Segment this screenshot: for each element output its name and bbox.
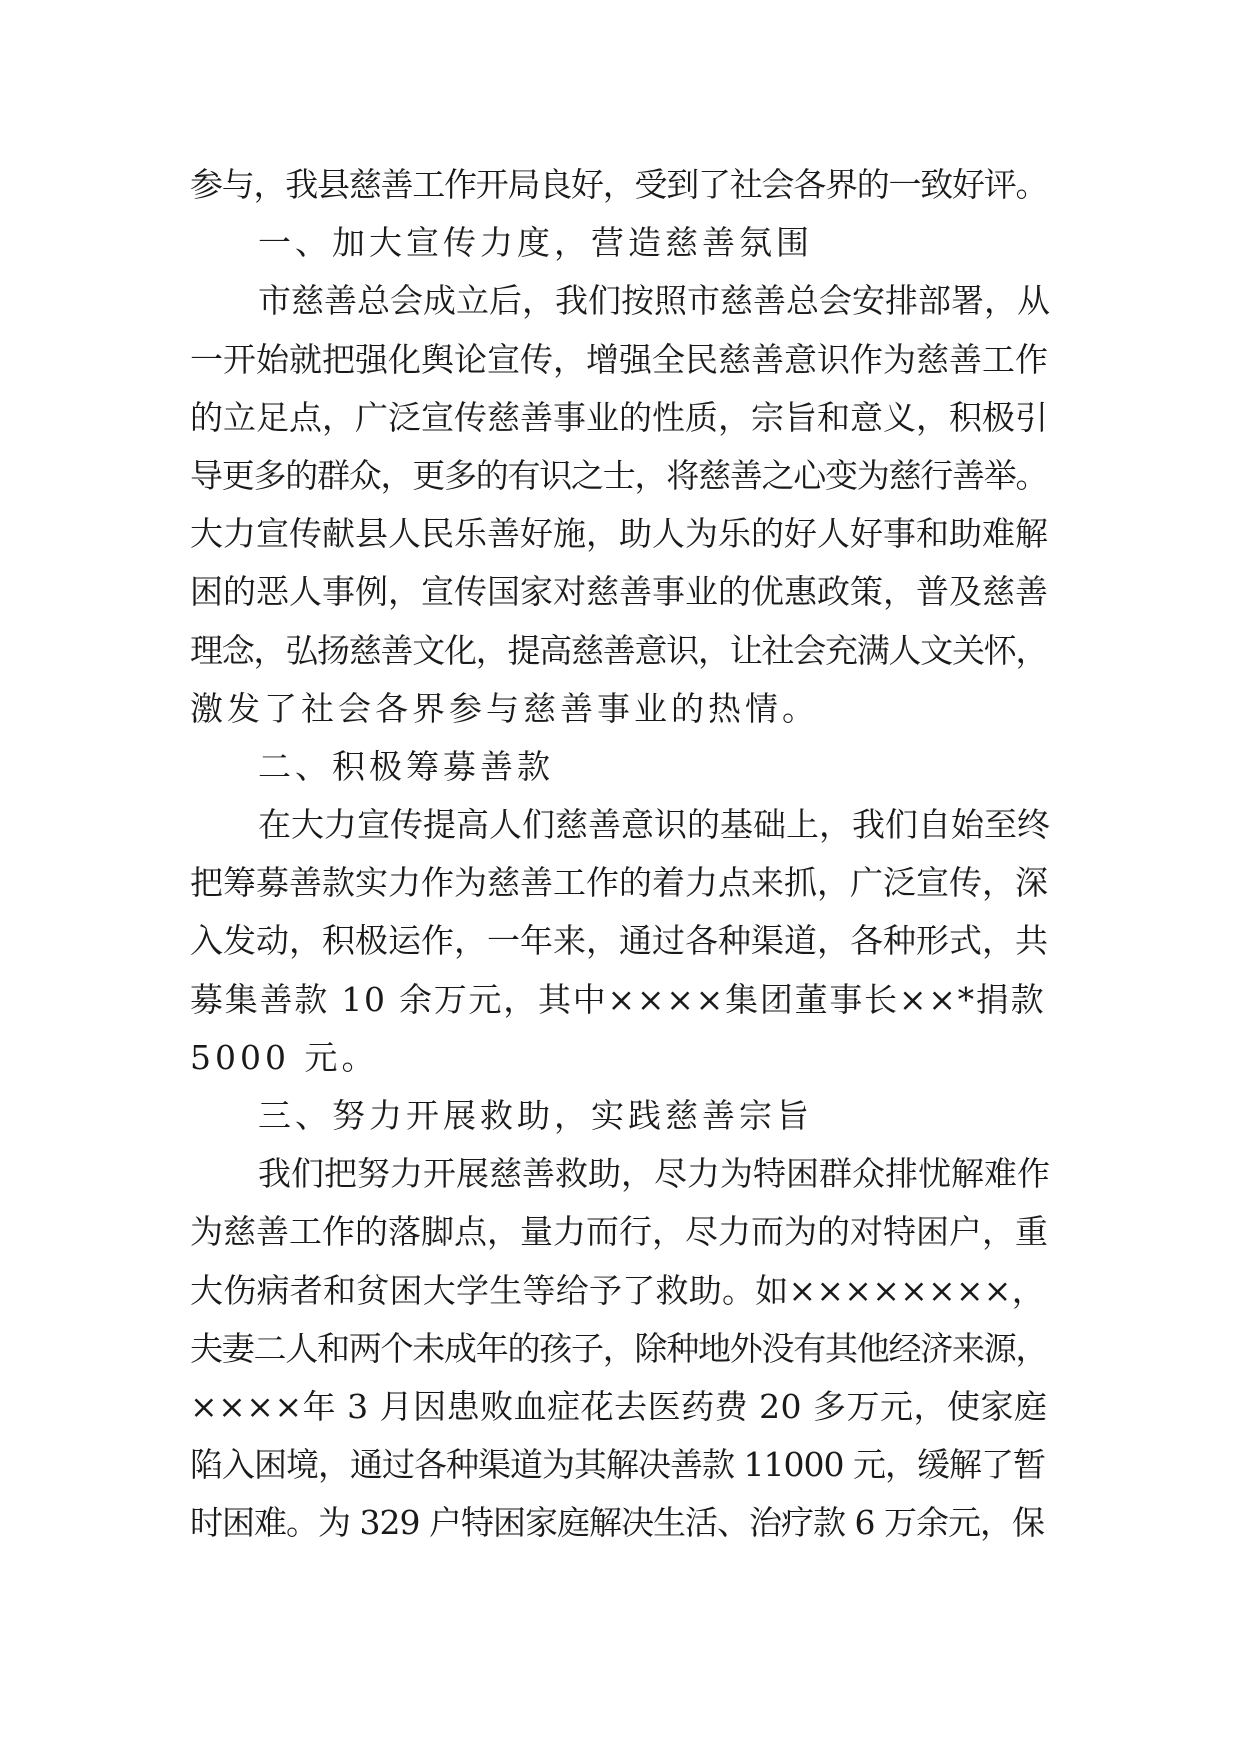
text-line: ××××年 3 月因患败血症花去医药费 20 多万元，使家庭 [190, 1386, 1048, 1426]
text-line: 在大力宣传提高人们慈善意识的基础上，我们自始至终 [258, 805, 1050, 845]
text-line: 二、积极筹募善款 [258, 746, 554, 786]
text-line: 5000 元。 [190, 1037, 379, 1077]
text-line: 理念，弘扬慈善文化，提高慈善意识，让社会充满人文关怀， [190, 630, 1048, 670]
text-line: 时困难。为 329 户特困家庭解决生活、治疗款 6 万余元，保 [190, 1503, 1044, 1543]
text-line: 募集善款 10 余万元，其中××××集团董事长××*捐款 [190, 979, 1046, 1019]
text-line: 参与，我县慈善工作开局良好，受到了社会各界的一致好评。 [190, 165, 1048, 204]
document-body [190, 156, 1050, 1553]
text-line: 一开始就把强化舆论宣传，增强全民慈善意识作为慈善工作 [190, 339, 1048, 379]
text-line: 夫妻二人和两个未成年的孩子，除种地外没有其他经济来源， [190, 1328, 1048, 1368]
text-line: 大伤病者和贫困大学生等给予了救助。如××××××××， [190, 1270, 1045, 1310]
text-line: 我们把努力开展慈善救助，尽力为特困群众排忧解难作 [258, 1154, 1050, 1194]
text-line: 困的恶人事例，宣传国家对慈善事业的优惠政策，普及慈善 [190, 572, 1048, 612]
text-line: 市慈善总会成立后，我们按照市慈善总会安排部署，从 [258, 281, 1050, 321]
text-line: 激发了社会各界参与慈善事业的热情。 [190, 688, 819, 728]
text-line: 一、加大宣传力度，营造慈善氛围 [258, 223, 813, 263]
text-line: 陷入困境，通过各种渠道为其解决善款 11000 元，缓解了暂 [190, 1445, 1045, 1485]
text-line: 导更多的群众，更多的有识之士，将慈善之心变为慈行善举。 [190, 455, 1048, 495]
text-line: 大力宣传献县人民乐善好施，助人为乐的好人好事和助难解 [190, 514, 1048, 554]
text-line: 入发动，积极运作，一年来，通过各种渠道，各种形式，共 [190, 921, 1048, 961]
text-line: 三、努力开展救助，实践慈善宗旨 [258, 1096, 813, 1135]
text-line: 的立足点，广泛宣传慈善事业的性质，宗旨和意义，积极引 [190, 397, 1048, 437]
text-line: 为慈善工作的落脚点，量力而行，尽力而为的对特困户，重 [190, 1212, 1048, 1252]
text-line: 把筹募善款实力作为慈善工作的着力点来抓，广泛宣传，深 [190, 863, 1048, 903]
